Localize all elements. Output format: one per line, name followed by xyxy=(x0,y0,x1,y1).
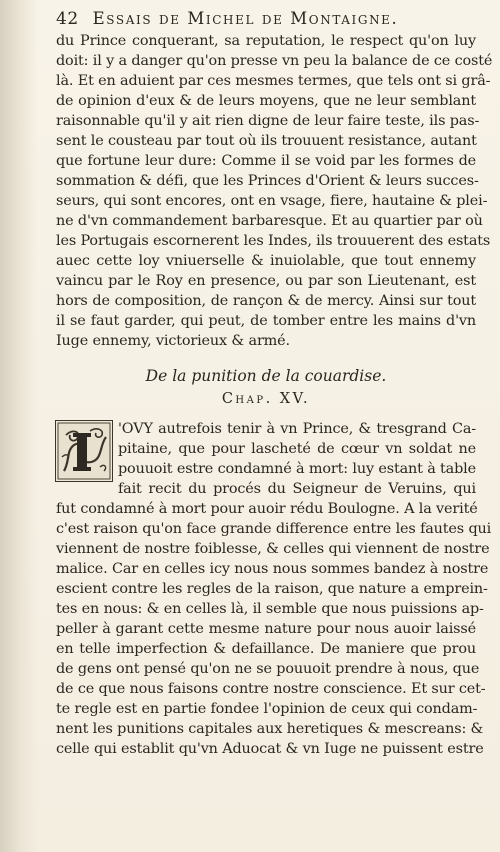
text-line: sommation & défi, que les Princes d'Orient & leurs succes- xyxy=(56,173,479,189)
text-line: fut condamné à mort pour auoir rédu Boulogne. A la verité xyxy=(56,501,478,517)
text-before-chapter xyxy=(56,31,493,351)
text-line: du Prince conquerant, sa reputation, le respect qu'on luy xyxy=(56,33,476,49)
text-line: fait recit du procés du Seigneur de Veruins, qui xyxy=(118,481,476,497)
text-line: 'OVY autrefois tenir à vn Prince, & tresgrand Ca- xyxy=(118,421,476,437)
text-line: auec cette loy vniuerselle & inuiolable, que tout ennemy xyxy=(56,253,476,269)
running-title: Essais de Michel de Montaigne. xyxy=(92,9,399,28)
text-line: pitaine, que pour lascheté de cœur vn soldat ne xyxy=(118,441,476,457)
text-line: là. Et en aduient par ces mesmes termes, que tels ont si grâ- xyxy=(56,73,491,89)
text-line: en telle imperfection & defaillance. De maniere que prou xyxy=(56,641,476,657)
binding-shadow xyxy=(0,0,38,852)
chapter-body xyxy=(56,419,492,759)
page-number: 42 xyxy=(56,9,79,29)
text-line: malice. Car en celles icy nous nous sommes bandez à nostre xyxy=(56,561,489,577)
text-line: te regle est en partie fondee l'opinion de ceux qui condam- xyxy=(56,701,478,717)
text-line: doit: il y a danger qu'on presse vn peu la balance de ce costé xyxy=(56,53,493,69)
text-line: de gens ont pensé qu'on ne se pouuoit prendre à nous, que xyxy=(56,661,480,677)
text-line: Iuge ennemy, victorieux & armé. xyxy=(56,333,290,349)
text-line: escient contre les regles de la raison, que nature a emprein- xyxy=(56,581,488,597)
text-line: tes en nous: & en celles là, il semble que nous puissions ap- xyxy=(56,601,484,617)
text-line: les Portugais escornerent les Indes, ils trouuerent des estats xyxy=(56,233,491,249)
chapter-label: Chap. XV. xyxy=(221,391,311,407)
text-line: raisonnable qu'il y ait rien digne de leur faire teste, ils pas- xyxy=(56,113,480,129)
text-line: hors de composition, de rançon & de mercy. Ainsi sur tout xyxy=(56,293,476,309)
text-line: celle qui establit qu'vn Aduocat & vn Iuge ne puissent estre xyxy=(56,741,484,757)
text-line: c'est raison qu'on face grande difference entre les fautes qui xyxy=(56,521,492,537)
section-title: De la punition de la couardise. xyxy=(145,367,387,385)
text-line: ne d'vn commandement barbaresque. Et au quartier par où xyxy=(56,213,483,229)
text-line: seurs, qui sont encores, ont en vsage, fiere, hautaine & plei- xyxy=(56,193,488,209)
text-line: viennent de nostre foiblesse, & celles qui viennent de nostre xyxy=(56,541,490,557)
running-head xyxy=(56,9,476,31)
text-line: nent les punitions capitales aux heretiques & mescreans: & xyxy=(56,721,484,737)
text-line: sent le cousteau par tout où ils trouuent resistance, autant xyxy=(56,133,477,149)
text-line: il se faut garder, qui peut, de tomber entre les mains d'vn xyxy=(56,313,476,329)
text-line: pouuoit estre condamné à mort: luy estant à table xyxy=(118,461,476,477)
text-line: de ce que nous faisons contre nostre conscience. Et sur cet- xyxy=(56,681,486,697)
text-line: de opinion d'eux & de leurs moyens, que ne leur semblant xyxy=(56,93,476,109)
text-line: que fortune leur dure: Comme il se void par les formes de xyxy=(56,153,476,169)
text-line: vaincu par le Roy en presence, ou par son Lieutenant, est xyxy=(56,273,476,289)
text-line: peller à garant cette mesme nature pour nous auoir laissé xyxy=(56,621,476,637)
